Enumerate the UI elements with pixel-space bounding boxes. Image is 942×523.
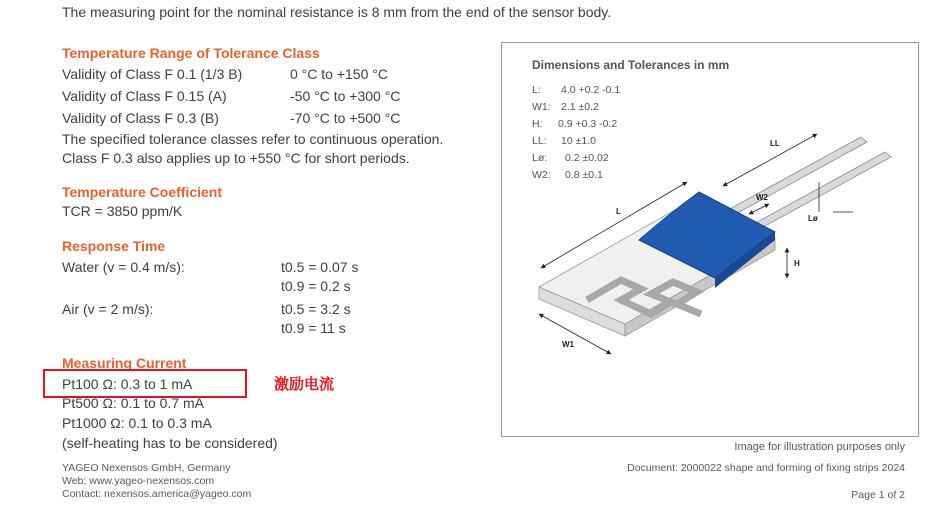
current-row: Pt1000 Ω: 0.1 to 0.3 mA <box>62 415 212 431</box>
tolerance-value: -70 °C to +500 °C <box>290 110 401 126</box>
response-water-label: Water (v = 0.4 m/s): <box>62 259 185 275</box>
dim-value: 0.2 ±0.02 <box>565 152 609 164</box>
figure-caption: Image for illustration purposes only <box>734 441 905 453</box>
dim-label-l: L <box>616 207 621 216</box>
response-water-t05: t0.5 = 0.07 s <box>281 259 359 275</box>
dim-key: H: <box>532 118 543 130</box>
tolerance-note: Class F 0.3 also applies up to +550 °C for short periods. <box>62 150 410 166</box>
dim-key: LL: <box>532 135 547 147</box>
coefficient-heading: Temperature Coefficient <box>62 184 222 200</box>
dim-value: 2.1 ±0.2 <box>561 101 599 113</box>
footer-page: Page 1 of 2 <box>851 489 905 501</box>
response-water-t09: t0.9 = 0.2 s <box>281 278 351 294</box>
figure-title: Dimensions and Tolerances in mm <box>532 58 730 72</box>
dim-value: 0.9 +0.3 -0.2 <box>558 118 618 130</box>
response-air-t09: t0.9 = 11 s <box>281 320 346 336</box>
annotation-label: 激励电流 <box>274 376 335 393</box>
current-row: Pt500 Ω: 0.1 to 0.7 mA <box>62 395 204 411</box>
tolerance-value: -50 °C to +300 °C <box>290 88 401 104</box>
footer-document: Document: 2000022 shape and forming of fixing strips 2024 <box>627 462 905 474</box>
tolerance-value: 0 °C to +150 °C <box>290 66 388 82</box>
tolerance-label: Validity of Class F 0.15 (A) <box>62 88 227 104</box>
current-note: (self-heating has to be considered) <box>62 435 278 451</box>
dim-label-w2: W2 <box>756 193 768 202</box>
dim-key: L: <box>532 84 541 96</box>
dim-label-w1: W1 <box>562 340 574 349</box>
tolerance-heading: Temperature Range of Tolerance Class <box>62 45 320 61</box>
footer-company: YAGEO Nexensos GmbH, Germany <box>62 462 231 474</box>
tolerance-label: Validity of Class F 0.1 (1/3 B) <box>62 66 243 82</box>
sensor-drawing <box>501 42 919 437</box>
intro-text: The measuring point for the nominal resistance is 8 mm from the end of the sensor body. <box>62 4 612 20</box>
current-heading: Measuring Current <box>62 355 187 371</box>
footer-contact: Contact: nexensos.america@yageo.com <box>62 488 252 500</box>
response-air-label: Air (v = 2 m/s): <box>62 301 154 317</box>
dim-key: W2: <box>532 169 551 181</box>
dim-key: W1: <box>532 101 551 113</box>
response-air-t05: t0.5 = 3.2 s <box>281 301 351 317</box>
dim-label-ll: LL <box>770 139 780 148</box>
dim-value: 4.0 +0.2 -0.1 <box>561 84 621 96</box>
highlight-box <box>43 369 247 398</box>
current-row: Pt100 Ω: 0.3 to 1 mA <box>62 376 193 392</box>
dim-label-h: H <box>794 259 800 268</box>
dim-key: Lø: <box>532 152 548 164</box>
dim-label-lo: Lø <box>808 214 818 223</box>
dim-value: 0.8 ±0.1 <box>565 169 603 181</box>
coefficient-value: TCR = 3850 ppm/K <box>62 203 183 219</box>
dim-value: 10 ±1.0 <box>561 135 596 147</box>
tolerance-label: Validity of Class F 0.3 (B) <box>62 110 219 126</box>
tolerance-note: The specified tolerance classes refer to continuous operation. <box>62 131 444 147</box>
response-heading: Response Time <box>62 238 166 254</box>
footer-web: Web: www.yageo-nexensos.com <box>62 475 215 487</box>
